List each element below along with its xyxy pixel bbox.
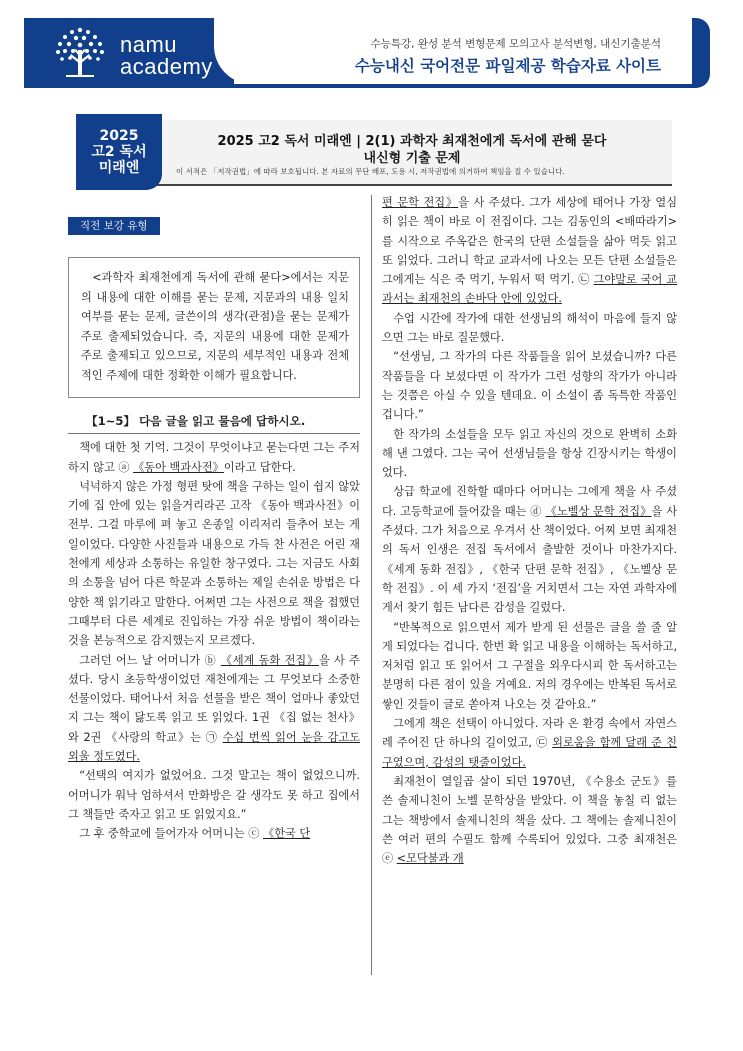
underlined-bonfire-title: <모닥불과 개 [396, 852, 464, 866]
course-tag [76, 114, 162, 190]
passage-quote-1: “선택의 여지가 없었어요. 그것 말고는 책이 없었으니까. 어머니가 워낙 엄하셔서 만화방은 갈 생각도 못 하고 집에서 그 책들만 죽자고 읽고 또 읽었지요.” [68, 769, 360, 821]
passage-quote-3: “반복적으로 읽으면서 제가 받게 된 선물은 글을 쓸 줄 알게 되었다는 겁니다. 한번 확 읽고 내용을 이해하는 독서하고, 저처럼 읽고 또 읽어서 그 구절을 외우다시피 한 독서하고는 분명히 다른 점이 있을 거예요. 저의 경우에는 반복된 독서로 쌓인 것들이 글로 쏟아져 나오는 것 같아요.” [382, 620, 677, 711]
question-heading: 【1~5】 다음 글을 읽고 물음에 답하시오. [86, 414, 306, 429]
r7-text: 그에게 책은 선택이 아니었다. 자라 온 환경 속에서 자연스레 주어진 단 하나의 길이었고, ㉢ [382, 717, 677, 750]
passage-paragraph-2: 넉넉하지 않은 가정 형편 탓에 책을 구하는 일이 쉽지 않았기에 집 안에 있는 읽을거리라곤 고작 《동아 백과사전》이 전부. 그걸 마루에 펴 놓고 온종일 이리저리 들추어 보는 게 일이었다. 다양한 사진들과 내용으로 가득 찬 사전은 어린 재천에게 세상과 소통하는 유일한 창구였다. 그는 지금도 사회의 소통을 넘어 다른 학문과 소통하는 제일 손쉬운 방법은 다양한 책 읽기라고 말한다. 어쩌면 그는 사전으로 책을 접했던 그때부터 다른 세계로 진입하는 가장 쉬운 방법이 책이라는 것을 본능적으로 감지했는지 모르겠다. [68, 479, 360, 648]
r1-text: 을 사 주셨다. 그가 세상에 태어나 가장 열심히 읽은 책이 바로 이 전집이다. 그는 김동인의 <배따라기>를 시작으로 주옥같은 한국의 단편 소설들을 삶아 먹듯 읽고 또 읽었다. 그러니 학교 교과서에 나오는 모든 단편 소설들은 그에게는 식은 죽 먹기, 누워서 떡 먹기. ㉡ [382, 196, 677, 287]
copyright-notice: 이 서적은 「저작권법」에 따라 보호됩니다. 본 자료의 무단 배포, 도용 시, 저작권법에 의거하여 책임을 질 수 있습니다. [176, 167, 565, 176]
r5-text: 상급 학교에 진학할 때마다 어머니는 그에게 책을 사 주셨다. 고등학교에 들어갔을 때는 ⓓ [382, 485, 677, 518]
underlined-korean-short-stories-end: 편 문학 전집》 [382, 196, 459, 209]
passage-paragraph-9 [382, 482, 677, 617]
document-title-box [76, 120, 672, 186]
underlined-nobel-literature: 《노벨상 문학 전집》 [545, 504, 652, 518]
passage-paragraph-5 [68, 824, 360, 843]
left-column [68, 216, 360, 844]
p3-text-mid: 을 사 주셨다. 당시 초등학생이었던 재천에게는 그 무엇보다 소중한 선물이었다. 태어나서 처음 선물을 받은 책이 얼마나 좋았던지 그는 책이 닳도록 읽고 또 읽었다. 1권 《집 없는 천사》와 2권 《사랑의 학교》는 ㉠ [68, 653, 360, 744]
p5-text: 그 후 중학교에 들어가자 어머니는 ⓒ [79, 827, 264, 841]
banner-subtitle: 수능특강, 완성 분석 변형문제 모의고사 분석변형, 내신기출분석 [370, 38, 661, 50]
p3-text: 그러던 어느 날 어머니가 ⓑ [79, 653, 221, 667]
section-badge: 직전 보강 유형 [68, 217, 160, 235]
logo-line-academy: academy [120, 54, 213, 79]
course-tag-grade: 고2 독서 [91, 144, 147, 160]
underlined-dong-a-encyclopedia: 《동아 백과사전》 [133, 460, 224, 474]
logo-line-namu: namu [120, 32, 178, 57]
intro-text: <과학자 최재천에게 독서에 관해 묻다>에서는 지문의 내용에 대한 이해를 묻는 문제, 지문과의 내용 일치 여부를 묻는 문제, 글쓴이의 생각(관점)을 묻는 문제가 주로 출제되었습니다. 즉, 지문의 내용에 대한 문제가 주로 출제되고 있으므로, 지문의 세부적인 내용과 전체적인 주제에 대한 정확한 이해가 필요합니다. [81, 271, 349, 382]
document-subtitle: 내신형 기출 문제 [363, 151, 461, 166]
underlined-memorized-phrase: 수십 번씩 읽어 눈을 감고도 외울 정도였다. [68, 730, 360, 764]
passage-paragraph-6 [382, 193, 677, 309]
passage-paragraph-8: 한 작가의 소설들을 모두 읽고 자신의 것으로 완벽히 소화해 낸 그였다. 그는 국어 선생님들을 항상 긴장시키는 학생이었다. [382, 427, 677, 480]
document-title: 2025 고2 독서 미래엔 | 2(1) 과학자 최재천에게 독서에 관해 묻다 [217, 134, 607, 149]
brand-logo-text [120, 34, 213, 78]
column-divider [371, 195, 372, 975]
site-banner [24, 18, 719, 88]
passage-paragraph-11 [382, 772, 677, 868]
passage-paragraph-3 [68, 651, 360, 767]
exam-tendency-box [68, 257, 360, 398]
course-tag-publisher: 미래엔 [98, 160, 140, 176]
question-heading-rule [68, 433, 360, 434]
passage-paragraph-1 [68, 438, 360, 477]
banner-headline: 수능내신 국어전문 파일제공 학습자료 사이트 [354, 57, 661, 75]
passage-paragraph-7: 수업 시간에 작가에 대한 선생님의 해석이 마음에 들지 않으면 그는 바로 질문했다. [382, 311, 677, 345]
passage-paragraph-10 [382, 714, 677, 772]
course-tag-year: 2025 [99, 128, 139, 144]
underlined-friend-phrase: 외로움을 함께 달래 준 친구였으며, 감성의 탯줄이었다. [382, 736, 677, 769]
right-column [382, 193, 677, 868]
underlined-textbook-phrase: 그야말로 국어 교과서는 최재천의 손바닥 안에 있었다. [382, 273, 678, 306]
r5-text-end: 을 사 주셨다. 그가 처음으로 우겨서 산 책이었다. 어찌 보면 최재천의 독서 인생은 전집 독서에서 출발한 것이나 마찬가지다. 《세계 동화 전집》, 《한국 단편 문학 전집》, 《노벨상 문학 전집》. 이 세 가지 ‘전집’을 거치면서 그는 자연 과학자에게서 찾기 힘든 남다른 감성을 길렀다. [382, 504, 678, 615]
passage-quote-2: “선생님, 그 작가의 다른 작품들을 읽어 보셨습니까? 다른 작품들을 다 보셨다면 이 작가가 그런 성향의 작가가 아니라는 것쯤은 아실 수 있을 텐데요. 이 소설이 좀 독특한 작품인 겁니다.” [382, 350, 677, 422]
r8-text: 최재천이 열일곱 살이 되던 1970년, 《수용소 군도》를 쓴 솔제니친이 노벨 문학상을 받았다. 이 책을 놓칠 리 없는 그는 책방에서 솔제니친의 책을 샀다. 그 책에는 솔제니친이 쓴 여러 편의 수필도 함께 수록되어 있었다. 그중 최재천은 ⓔ [382, 774, 677, 866]
underlined-korean-short-stories-start: 《한국 단 [263, 827, 311, 841]
p1-text-end: 이라고 답한다. [223, 460, 296, 474]
tree-logo-icon [50, 24, 110, 82]
p1-text: 책에 대한 첫 기억. 그것이 무엇이냐고 묻는다면 그는 주저하지 않고 ⓐ [68, 441, 360, 474]
underlined-world-fairy-tales: 《세계 동화 전집》 [220, 653, 319, 667]
banner-underline [24, 84, 696, 88]
